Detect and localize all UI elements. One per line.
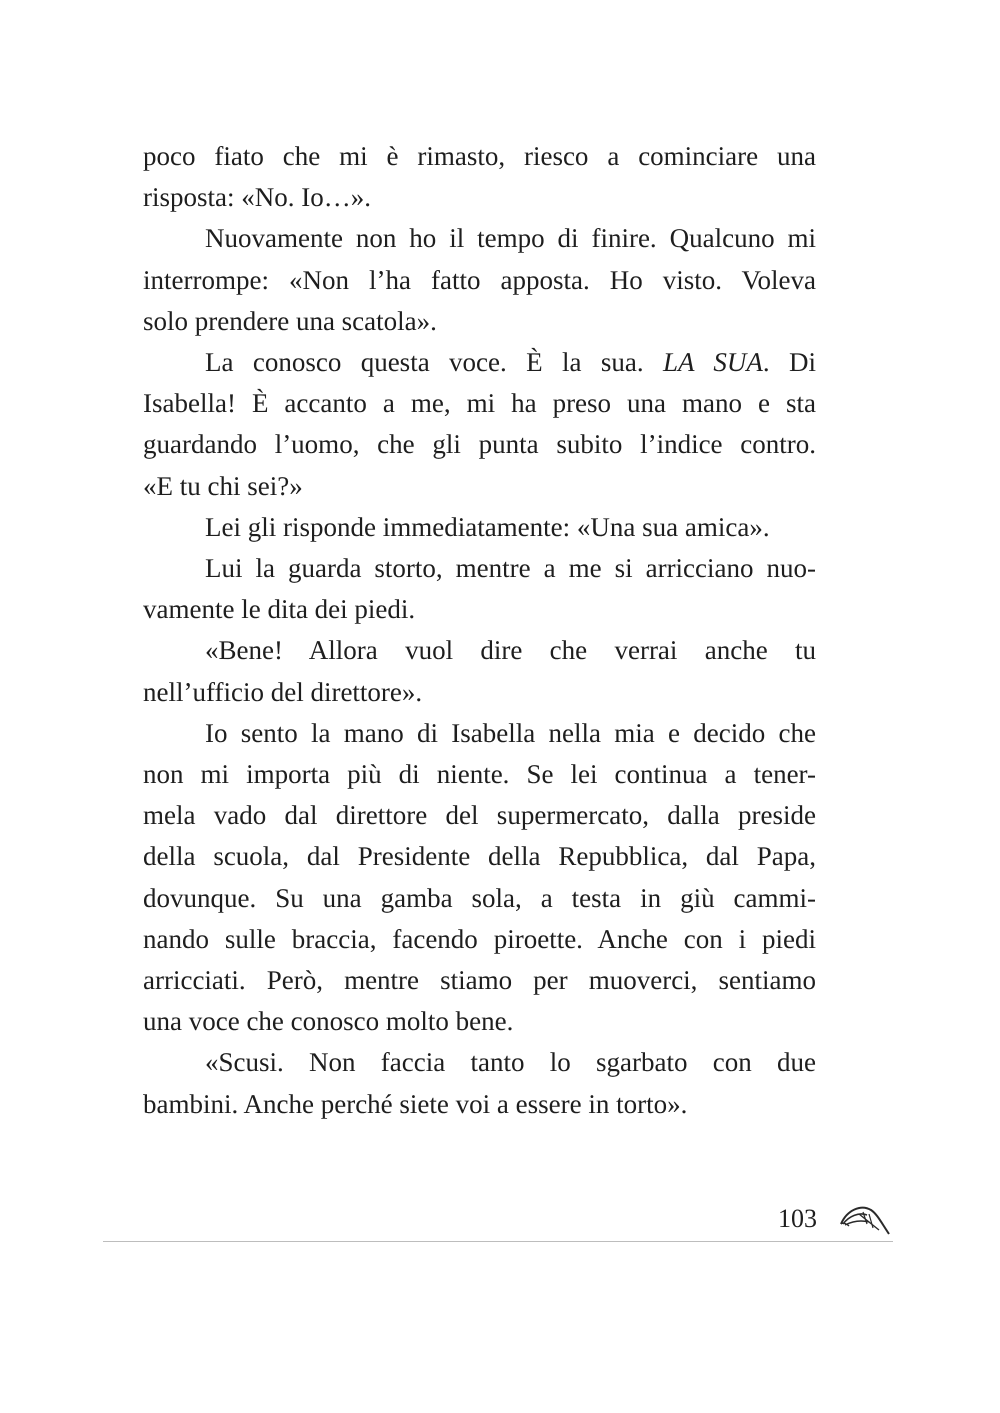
text-line: Isabella! È accanto a me, mi ha preso una mano e sta: [143, 388, 816, 419]
paragraph: [143, 507, 816, 548]
italic-emphasis: LA SUA: [662, 347, 763, 378]
paragraph: [143, 548, 816, 630]
text-line: guardando l’uomo, che gli punta subito l’indice contro.: [143, 429, 816, 460]
paragraph: [143, 136, 816, 218]
text-line: mela vado dal direttore del supermercato, dalla preside: [143, 800, 816, 831]
text-line: interrompe: «Non l’ha fatto apposta. Ho visto. Voleva: [143, 264, 816, 295]
text-line: Lui la guarda storto, mentre a me si arricciano nuo-: [205, 553, 816, 584]
text-line: della scuola, dal Presidente della Repubblica, dal Papa,: [143, 841, 816, 872]
text-line: Io sento la mano di Isabella nella mia e decido che: [205, 717, 816, 748]
page-number: 103: [778, 1204, 817, 1233]
paragraph: [143, 342, 816, 507]
text-line: bambini. Anche perché siete voi a essere in torto».: [143, 1088, 688, 1119]
text-line: Lei gli risponde immediatamente: «Una sua amica».: [205, 511, 770, 542]
text-line: risposta: «No. Io…».: [143, 182, 371, 213]
paragraph: [143, 218, 816, 342]
text-line: nell’ufficio del direttore».: [143, 676, 423, 707]
quill-icon: [837, 1200, 893, 1240]
text-line: nando sulle braccia, facendo piroette. Anche con i piedi: [143, 923, 816, 954]
text-line: «Bene! Allora vuol dire che verrai anche tu: [205, 635, 816, 666]
text-line: non mi importa più di niente. Se lei continua a tener-: [143, 759, 816, 790]
paragraph: [143, 630, 816, 712]
text-line: arricciati. Però, mentre stiamo per muoverci, sentiamo: [143, 965, 816, 996]
footer-divider: [103, 1241, 893, 1242]
paragraph: [143, 713, 816, 1043]
text-line: La conosco questa voce. È la sua. LA SUA. Di: [205, 347, 816, 378]
page-footer: [103, 1200, 893, 1244]
text-line: poco fiato che mi è rimasto, riesco a cominciare una: [143, 141, 816, 171]
paragraph: [143, 1042, 816, 1124]
text-line: «Scusi. Non faccia tanto lo sgarbato con due: [205, 1047, 816, 1078]
text-line: Nuovamente non ho il tempo di finire. Qualcuno mi: [205, 223, 816, 254]
text-line: vamente le dita dei piedi.: [143, 594, 416, 625]
text-line: solo prendere una scatola».: [143, 305, 437, 336]
text-line: dovunque. Su una gamba sola, a testa in giù cammi-: [143, 882, 816, 913]
text-line: «E tu chi sei?»: [143, 470, 303, 501]
page-body-text: [143, 136, 816, 1125]
text-line: una voce che conosco molto bene.: [143, 1006, 514, 1037]
